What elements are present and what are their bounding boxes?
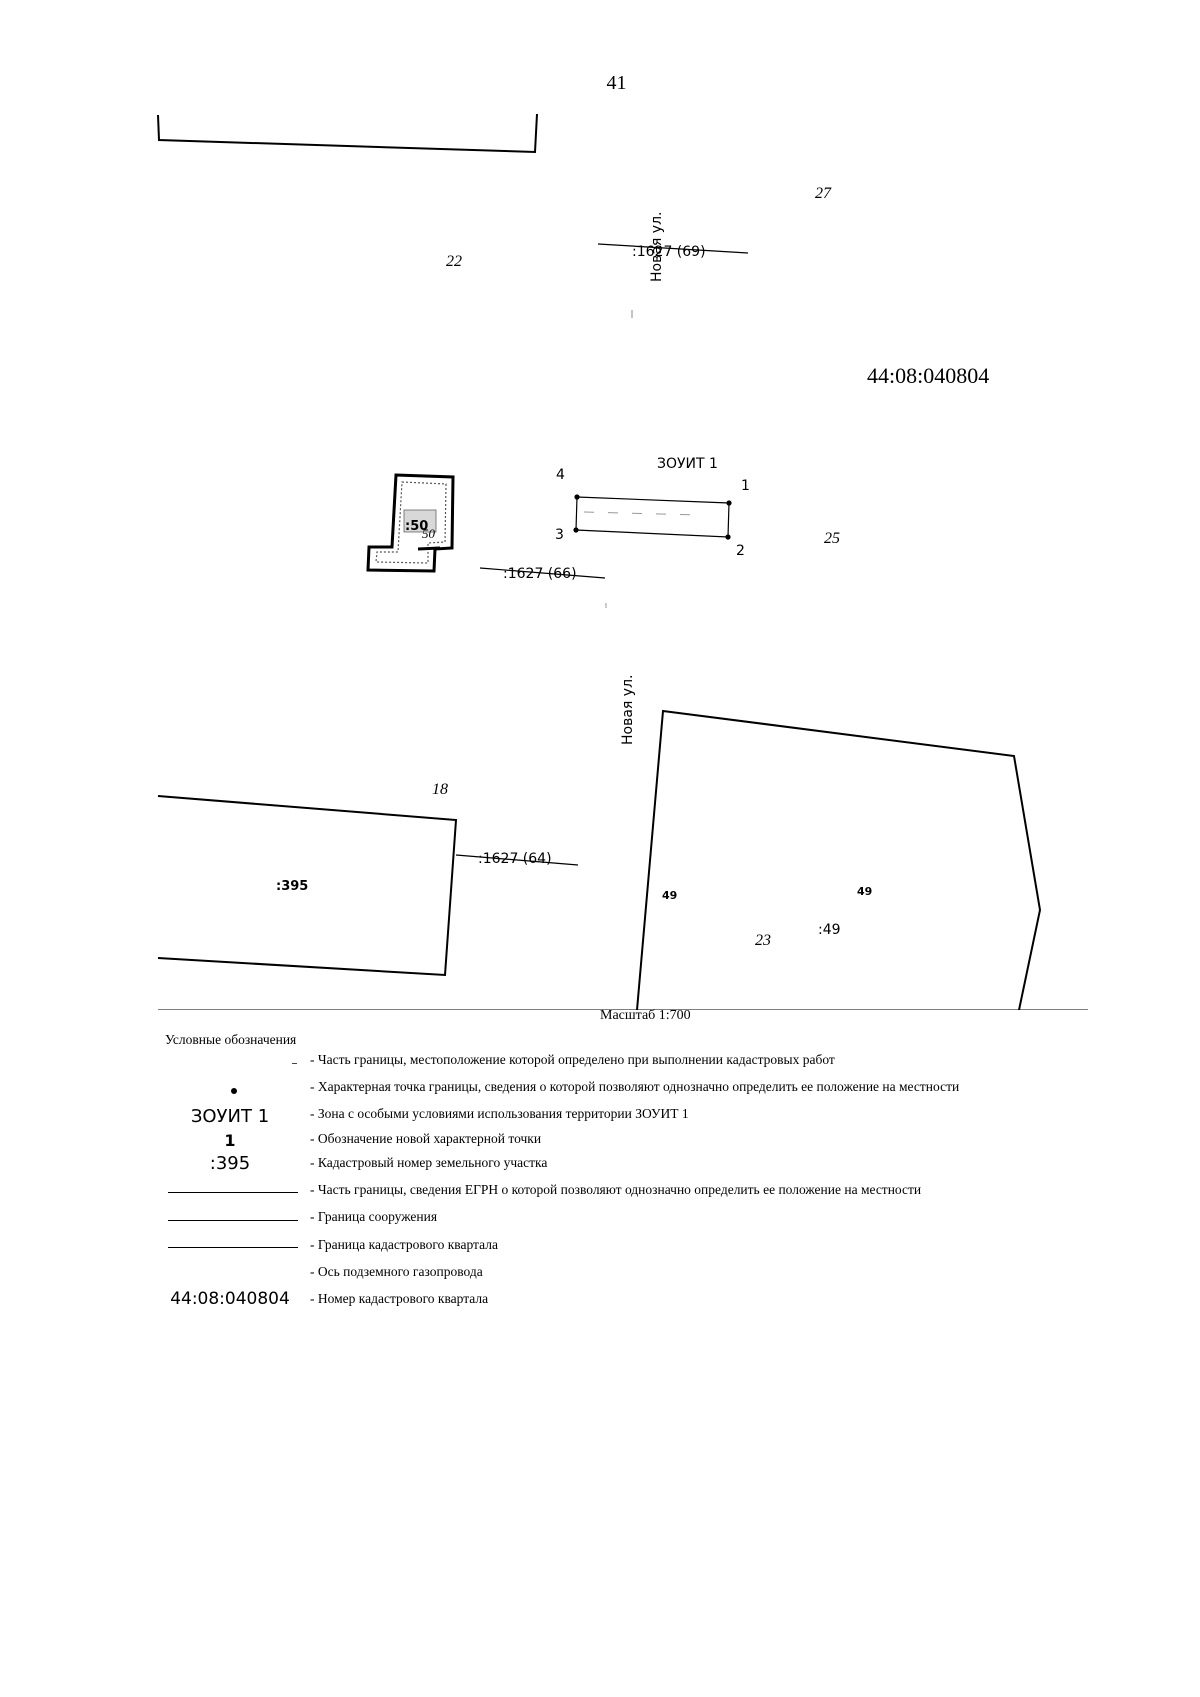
- zouit-label: ЗОУИТ 1: [657, 456, 718, 472]
- legend-item-6: - Граница сооружения: [310, 1209, 438, 1224]
- pipeline-label-top: :1627 (69): [632, 244, 706, 260]
- boundary-point-2: [725, 534, 730, 539]
- street-label-bottom: Новая ул.: [620, 674, 636, 745]
- structure-boundary-top: [158, 114, 537, 152]
- plot-label-25: 25: [824, 530, 840, 547]
- parcel-49-boundary: [637, 711, 1040, 1010]
- legend-item-3: - Обозначение новой характерной точки: [310, 1131, 542, 1146]
- structure-label-50a: :50: [405, 519, 429, 534]
- legend-item-9: - Номер кадастрового квартала: [310, 1291, 489, 1306]
- legend-symbol-dot: [231, 1088, 237, 1094]
- plot-label-18: 18: [432, 781, 448, 798]
- point-label-49-right: 49: [857, 885, 873, 898]
- point-label-1: 1: [741, 478, 750, 494]
- legend-item-7: - Граница кадастрового квартала: [310, 1237, 498, 1252]
- legend-symbol-quarter-number: 44:08:040804: [170, 1289, 290, 1309]
- zouit-zone-boundary: [576, 497, 729, 537]
- plot-label-22: 22: [446, 253, 462, 270]
- structure-building-mark: [418, 548, 440, 549]
- legend-symbol-quarter-line: [168, 1247, 298, 1248]
- legend-item-2: - Зона с особыми условиями использования территории ЗОУИТ 1: [310, 1106, 689, 1121]
- legend-item-8: - Ось подземного газопровода: [310, 1264, 483, 1279]
- plot-label-27: 27: [815, 185, 831, 202]
- point-label-4: 4: [556, 467, 565, 483]
- parcel-label-395: :395: [276, 879, 309, 894]
- legend-item-0: - Часть границы, местоположение которой определено при выполнении кадастровых работ: [310, 1052, 835, 1067]
- legend-symbol-cadastral-number: :395: [209, 1153, 251, 1174]
- structure-label-50b: 50: [422, 526, 435, 541]
- pipeline-label-bottom: :1627 (64): [478, 851, 552, 867]
- street-label-top: Новая ул.: [649, 211, 665, 282]
- legend-symbol-structure-line: [168, 1220, 298, 1221]
- point-label-2: 2: [736, 543, 745, 559]
- legend-title: Условные обозначения: [165, 1032, 297, 1047]
- legend-symbol-dash: [292, 1063, 297, 1064]
- point-label-3: 3: [555, 527, 564, 543]
- legend-symbol-point-number: 1: [224, 1131, 236, 1150]
- legend-item-4: - Кадастровый номер земельного участка: [310, 1155, 548, 1170]
- point-label-49-left: 49: [662, 889, 678, 902]
- legend-symbol-egrn-line: [168, 1192, 298, 1193]
- parcel-label-49: :49: [818, 922, 841, 938]
- zouit-inner-dash: [584, 512, 700, 515]
- plot-label-23: 23: [755, 932, 771, 949]
- boundary-point-1: [726, 500, 731, 505]
- legend-symbol-zone: ЗОУИТ 1: [190, 1106, 270, 1127]
- legend-item-5: - Часть границы, сведения ЕГРН о которой позволяют однозначно определить ее положение на местности: [310, 1182, 922, 1197]
- page-number: 41: [606, 72, 627, 94]
- quarter-number-label: 44:08:040804: [867, 363, 990, 388]
- legend-item-1: - Характерная точка границы, сведения о которой позволяют однозначно определить ее положение на местности: [310, 1079, 960, 1094]
- boundary-point-4: [574, 494, 579, 499]
- pipeline-label-mid: :1627 (66): [503, 566, 577, 582]
- scale-label: Масштаб 1:700: [600, 1008, 691, 1023]
- boundary-point-3: [573, 527, 578, 532]
